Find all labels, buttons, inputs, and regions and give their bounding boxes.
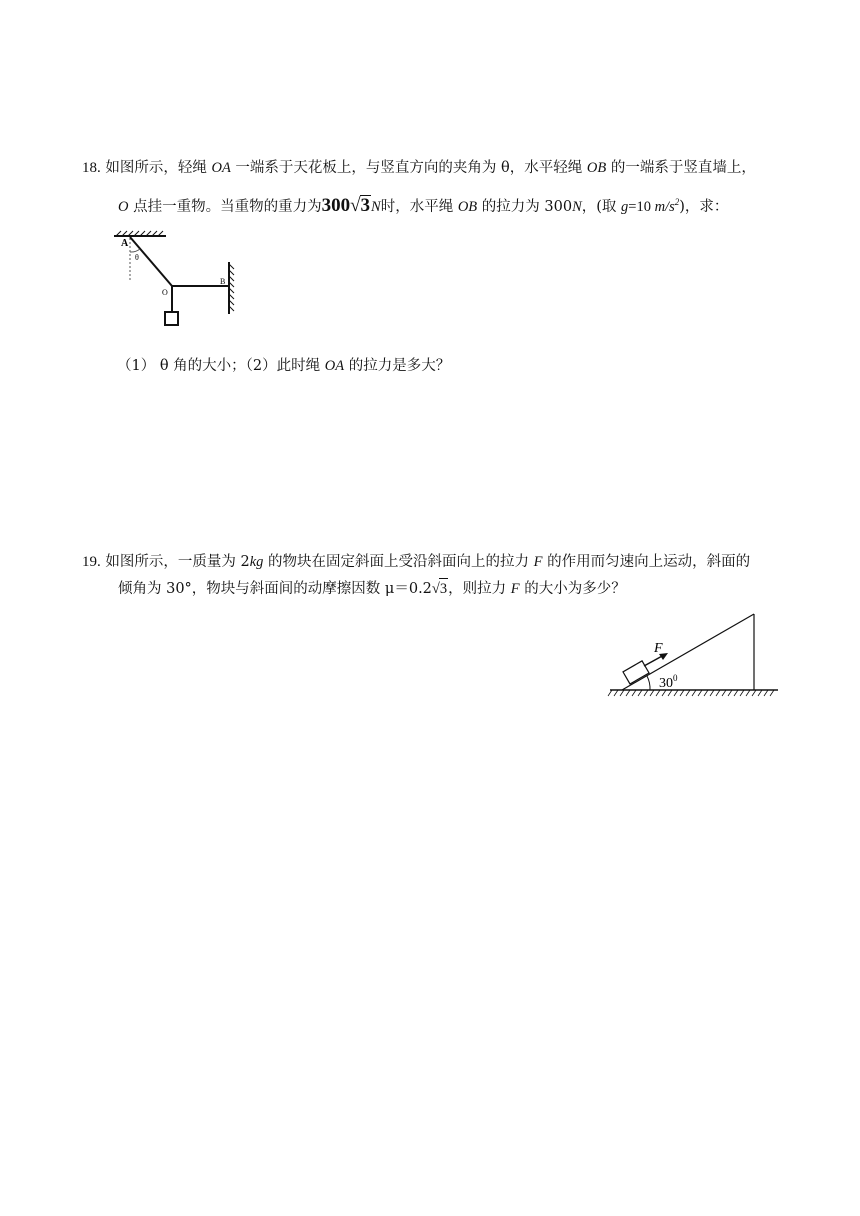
sqrt-radicand: 3: [360, 194, 371, 216]
weight-coefficient: 300: [321, 194, 351, 216]
rope-oa-label: OA: [324, 358, 345, 374]
problem-number: 19.: [82, 554, 101, 570]
problem-text: 的大小为多少？: [519, 581, 626, 597]
point-o-label: O: [118, 198, 129, 215]
force-symbol: F: [510, 581, 520, 597]
wall: [229, 262, 234, 314]
problem-text: 时，水平绳: [380, 198, 458, 215]
incline-diagram-figure: [606, 612, 782, 702]
problem-19-line-2: [118, 578, 626, 599]
unit-kg: kg: [249, 554, 264, 570]
rope-diagram-figure: [108, 228, 238, 330]
problem-text: ，(取: [581, 198, 622, 215]
problem-18-line-1: [82, 158, 756, 178]
problem-text: 如图所示，一质量为 2: [105, 554, 250, 570]
problem-text: )，求：: [679, 198, 729, 215]
block: [623, 661, 649, 684]
rope-oa-label: OA: [211, 160, 231, 176]
rope-ob-label: OB: [457, 198, 478, 215]
label-b: B: [220, 277, 226, 286]
rope-ob-label: OB: [586, 160, 607, 176]
label-angle: $30^0$: [659, 673, 678, 691]
question-text: （1） θ 角的大小；（2）此时绳: [117, 358, 325, 374]
problem-text: ，则拉力: [448, 581, 511, 597]
problem-text: 如图所示，轻绳: [105, 160, 212, 176]
force-symbol: F: [533, 554, 543, 570]
unit-n: N: [572, 198, 582, 215]
sqrt-expression: √3: [350, 194, 371, 216]
ceiling: [114, 231, 166, 236]
unit-n: N: [371, 198, 381, 215]
ground: [608, 690, 778, 696]
unit-exponent: 2: [674, 197, 680, 207]
label-o: O: [162, 288, 168, 297]
problem-text: 一端系于天花板上，与竖直方向的夹角为 θ，水平轻绳: [230, 160, 587, 176]
label-a: A: [121, 238, 129, 249]
sqrt-radicand: 3: [439, 578, 448, 599]
problem-number: 18.: [82, 160, 101, 176]
label-theta: θ: [135, 253, 139, 262]
problem-18-questions: [117, 356, 450, 376]
gravity-symbol: g: [621, 198, 629, 215]
problem-text: 点挂一重物。当重物的重力为: [128, 198, 322, 215]
problem-18-line-2: [118, 192, 728, 217]
problem-text: 的拉力为 300: [477, 198, 573, 215]
problem-19-line-1: [82, 552, 750, 572]
problem-text: 的作用而匀速向上运动，斜面的: [542, 554, 751, 570]
incline: [622, 614, 754, 690]
sqrt-expression: √3: [432, 578, 448, 599]
unit-ms: m/s: [654, 198, 675, 215]
label-force: F: [654, 641, 663, 656]
problem-text: =10: [628, 198, 655, 215]
problem-text: 的物块在固定斜面上受沿斜面向上的拉力: [263, 554, 534, 570]
question-text: 的拉力是多大？: [344, 358, 451, 374]
angle-arc: [647, 676, 650, 690]
theta-arc: [130, 249, 140, 252]
problem-text: 的一端系于竖直墙上，: [606, 160, 756, 176]
weight-box: [165, 312, 178, 325]
problem-text: 倾角为 30°，物块与斜面间的动摩擦因数 μ＝0.2: [118, 581, 432, 597]
